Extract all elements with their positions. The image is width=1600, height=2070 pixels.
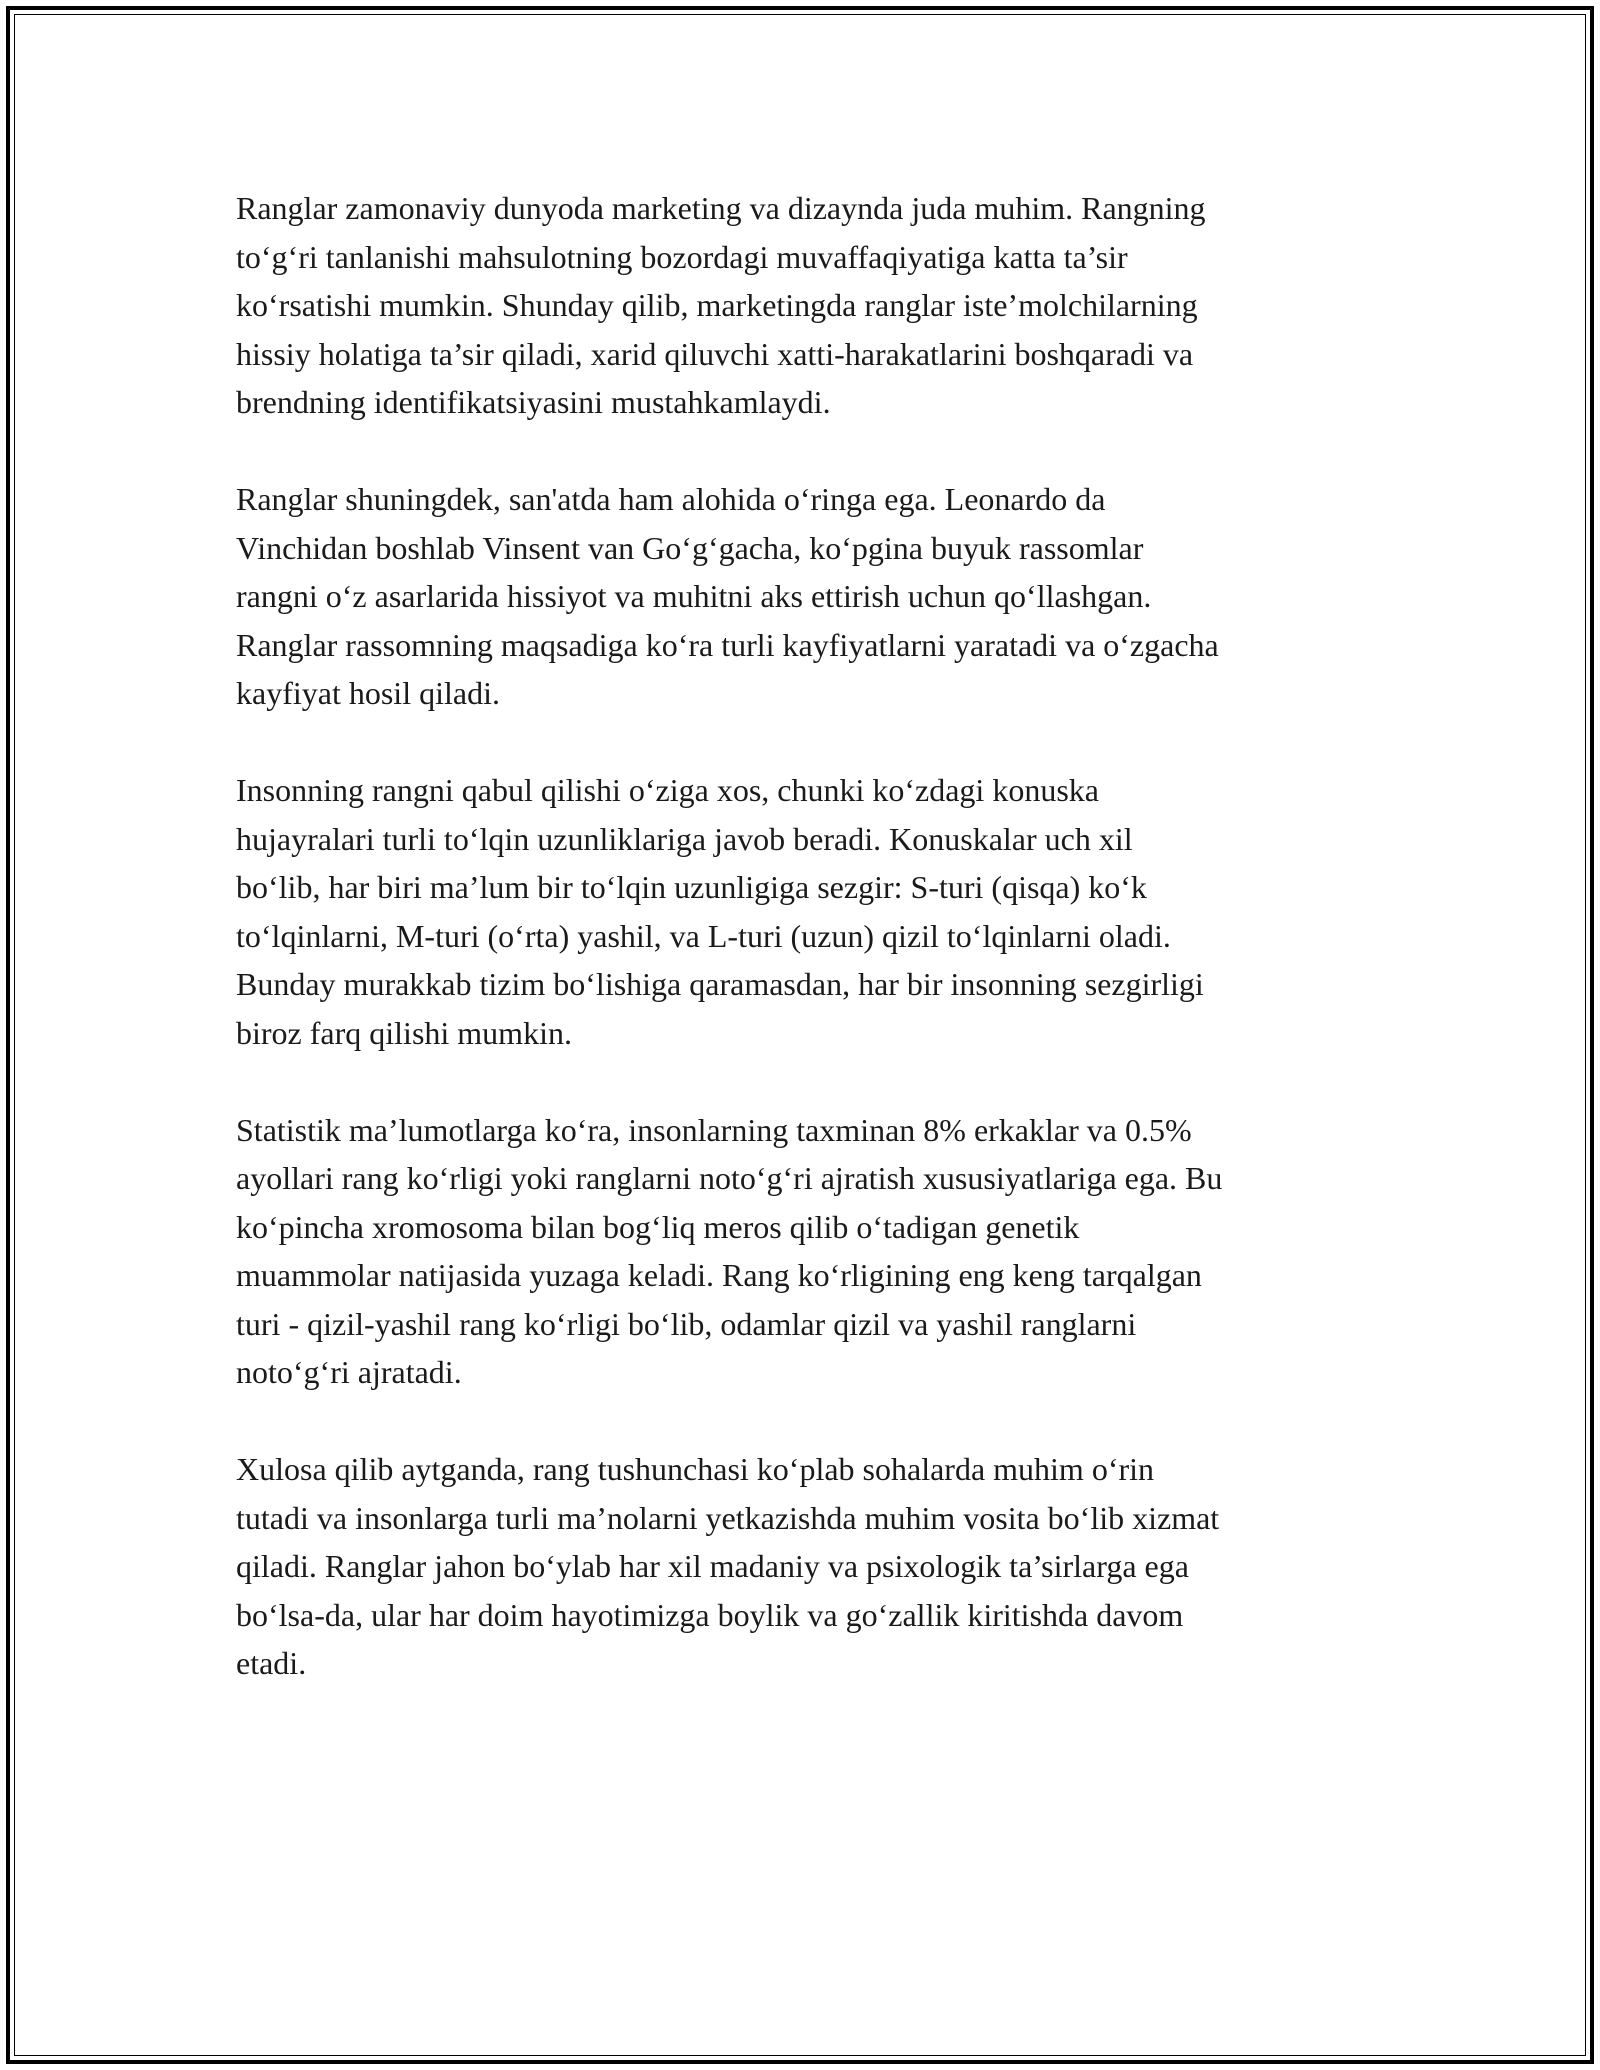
text-line: ayollari rang ko‘rligi yoki ranglarni noto‘g‘ri ajratish xususiyatlariga ega. Bu xyxy=(236,1160,1223,1196)
paragraph-perception xyxy=(236,766,1416,1057)
text-line: muammolar natijasida yuzaga keladi. Rang ko‘rligining eng keng tarqalgan xyxy=(236,1257,1202,1293)
text-line: turi - qizil-yashil rang ko‘rligi bo‘lib, odamlar qizil va yashil ranglarni xyxy=(236,1305,1137,1342)
text-line: Vinchidan boshlab Vinsent van Go‘g‘gacha, ko‘pgina buyuk rassomlar xyxy=(236,529,1144,566)
text-line: hujayralari turli to‘lqin uzunliklariga javob beradi. Konuskalar uch xil xyxy=(236,820,1133,857)
text-line: hissiy holatiga ta’sir qiladi, xarid qiluvchi xatti-harakatlarini boshqaradi va xyxy=(236,335,1194,372)
text-line: etadi. xyxy=(236,1645,307,1681)
text-line: to‘g‘ri tanlanishi mahsulotning bozordagi muvaffaqiyatiga katta ta’sir xyxy=(236,238,1128,275)
text-line: ko‘pincha xromosoma bilan bog‘liq meros qilib o‘tadigan genetik xyxy=(236,1208,1080,1245)
text-line: tutadi va insonlarga turli ma’nolarni yetkazishda muhim vosita bo‘lib xizmat xyxy=(236,1499,1220,1536)
text-line: biroz farq qilishi mumkin. xyxy=(236,1014,572,1051)
text-line: brendning identifikatsiyasini mustahkamlaydi. xyxy=(236,384,831,420)
text-line: noto‘g‘ri ajratadi. xyxy=(236,1354,462,1390)
paragraph-conclusion xyxy=(236,1445,1416,1688)
paragraph-art xyxy=(236,475,1416,718)
text-line: bo‘lib, har biri ma’lum bir to‘lqin uzunligiga sezgir: S-turi (qisqa) ko‘k xyxy=(236,869,1147,905)
text-line: ko‘rsatishi mumkin. Shunday qilib, marketingda ranglar iste’molchilarning xyxy=(236,287,1198,323)
text-line: rangni o‘z asarlarida hissiyot va muhitni aks ettirish uchun qo‘llashgan. xyxy=(236,578,1152,614)
text-line: to‘lqinlarni, M-turi (o‘rta) yashil, va L-turi (uzun) qizil to‘lqinlarni oladi. xyxy=(236,917,1171,954)
text-line: Insonning rangni qabul qilishi o‘ziga xos, chunki ko‘zdagi konuska xyxy=(236,772,1099,808)
text-line: Ranglar zamonaviy dunyoda marketing va dizaynda juda muhim. Rangning xyxy=(236,190,1206,226)
document-body xyxy=(236,184,1416,1736)
text-line: Xulosa qilib aytganda, rang tushunchasi ko‘plab sohalarda muhim o‘rin xyxy=(236,1451,1155,1487)
text-line: Ranglar rassomning maqsadiga ko‘ra turli kayfiyatlarni yaratadi va o‘zgacha xyxy=(236,626,1219,663)
text-line: Statistik ma’lumotlarga ko‘ra, insonlarning taxminan 8% erkaklar va 0.5% xyxy=(236,1111,1192,1148)
paragraph-statistics xyxy=(236,1106,1416,1397)
text-line: kayfiyat hosil qiladi. xyxy=(236,675,500,711)
paragraph-marketing xyxy=(236,184,1416,427)
text-line: qiladi. Ranglar jahon bo‘ylab har xil madaniy va psixologik ta’sirlarga ega xyxy=(236,1548,1189,1584)
text-line: Bunday murakkab tizim bo‘lishiga qaramasdan, har bir insonning sezgirligi xyxy=(236,966,1204,1002)
text-line: bo‘lsa-da, ular har doim hayotimizga boylik va go‘zallik kiritishda davom xyxy=(236,1596,1184,1633)
text-line: Ranglar shuningdek, san'atda ham alohida o‘ringa ega. Leonardo da xyxy=(236,481,1106,517)
